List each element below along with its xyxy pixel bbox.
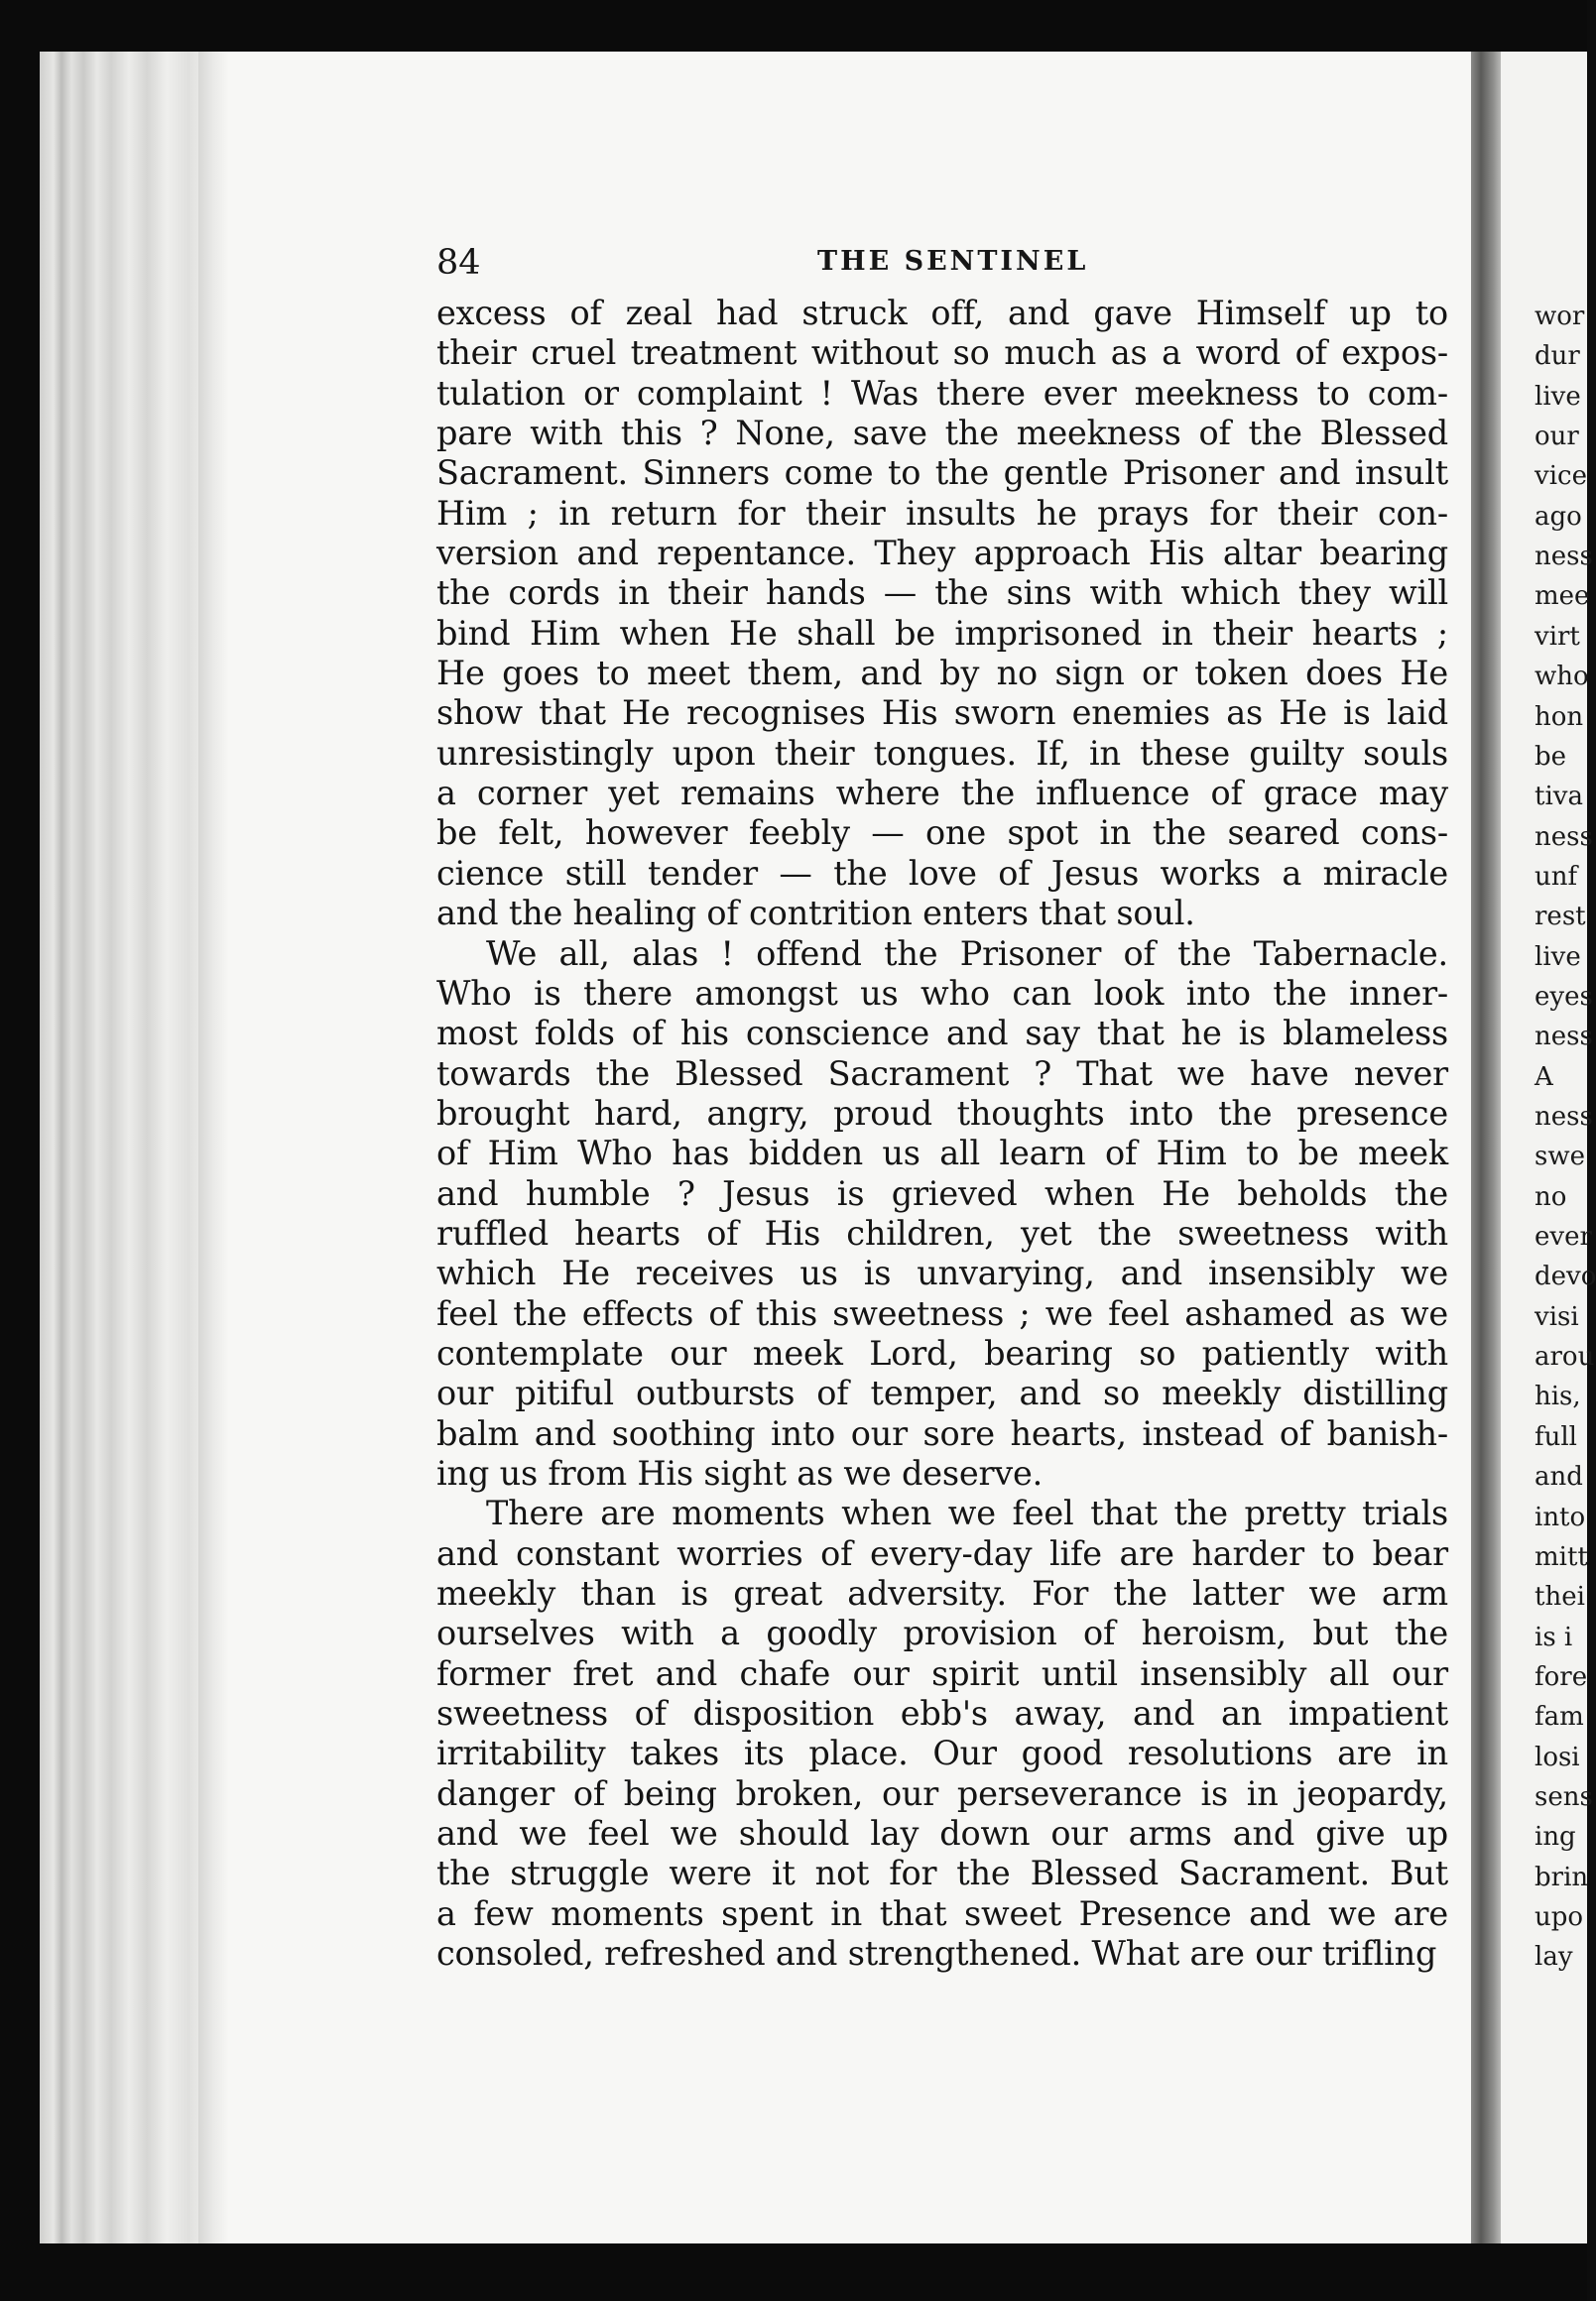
text-line: cience still tender — the love of Jesus works a miracle (436, 853, 1448, 893)
text-line: contemplate our meek Lord, bearing so patiently with (436, 1333, 1448, 1373)
text-line: There are moments when we feel that the pretty trials (486, 1494, 1448, 1533)
facing-page-fragment: ness (1535, 1022, 1593, 1052)
facing-page-fragment: virt (1535, 621, 1580, 652)
page-number: 84 (436, 243, 481, 283)
facing-page-fragment: no (1535, 1181, 1567, 1212)
text-line: most folds of his conscience and say that he is blameless (436, 1014, 1448, 1053)
facing-page-fragment: visi (1535, 1301, 1579, 1332)
text-line: Sacrament. Sinners come to the gentle Prisoner and insult (436, 453, 1448, 493)
facing-page-fragment: live (1535, 941, 1581, 972)
facing-page-fragment: hon (1535, 701, 1584, 732)
book-gutter (1471, 52, 1501, 2243)
scan-bottom-border (0, 2243, 1587, 2301)
facing-page-fragment: upo (1535, 1902, 1584, 1932)
facing-page-fragment: mee (1535, 581, 1590, 612)
text-line: bind Him when He shall be imprisoned in their hearts ; (436, 613, 1448, 653)
text-line: the cords in their hands — the sins with which they will (436, 573, 1448, 613)
text-line: ourselves with a goodly provision of heroism, but the (436, 1614, 1448, 1653)
facing-page-fragment: devo (1535, 1262, 1596, 1292)
facing-page-fragment: lay (1535, 1942, 1573, 1973)
facing-page-fragment: wor (1535, 302, 1585, 331)
text-line: pare with this ? None, save the meekness of the Blessed (436, 414, 1448, 453)
text-line: version and repentance. They approach His altar bearing (436, 534, 1448, 573)
facing-page-fragment: losi (1535, 1742, 1580, 1772)
facing-page-fragment: brin (1535, 1862, 1589, 1892)
facing-page-fragment: full (1535, 1421, 1577, 1452)
text-line: ruffled hearts of His children, yet the sweetness with (436, 1213, 1448, 1253)
text-line: tulation or complaint ! Was there ever meekness to com- (436, 373, 1448, 413)
text-line: towards the Blessed Sacrament ? That we have never (436, 1053, 1448, 1093)
facing-page-fragment: eyes (1535, 981, 1593, 1012)
text-line: unresistingly upon their tongues. If, in these guilty souls (436, 733, 1448, 773)
text-line: meekly than is great adversity. For the latter we arm (436, 1574, 1448, 1613)
facing-page-fragment: ago (1535, 501, 1582, 532)
text-line: of Him Who has bidden us all learn of Him to be meek (436, 1134, 1448, 1173)
text-line: Him ; in return for their insults he prays for their con- (436, 493, 1448, 533)
text-line: We all, alas ! offend the Prisoner of the Tabernacle. (486, 933, 1448, 973)
text-line: and the healing of contrition enters that soul. (436, 894, 1195, 933)
text-line: and humble ? Jesus is grieved when He beholds the (436, 1173, 1448, 1213)
text-line: excess of zeal had struck off, and gave Himself up to (436, 294, 1448, 332)
facing-page-fragment: sens (1535, 1781, 1593, 1812)
facing-page-fragment: ness (1535, 1102, 1593, 1132)
facing-page-fragment: dur (1535, 341, 1580, 372)
facing-page-fragment: arou (1535, 1342, 1595, 1373)
facing-page-fragment: vice (1535, 461, 1587, 492)
facing-page-fragment: ever (1535, 1222, 1592, 1253)
paragraph (436, 934, 1448, 1495)
text-line: a few moments spent in that sweet Presence and we are (436, 1893, 1448, 1933)
facing-page-fragment: thei (1535, 1582, 1585, 1613)
facing-page-fragment: mitt (1535, 1541, 1588, 1572)
text-line: and constant worries of every-day life are harder to bear (436, 1533, 1448, 1573)
running-title: THE SENTINEL (817, 246, 1089, 277)
text-line: ing us from His sight as we deserve. (436, 1453, 1044, 1493)
facing-page-fragment: and (1535, 1462, 1583, 1493)
text-line: brought hard, angry, proud thoughts into the presence (436, 1093, 1448, 1133)
facing-page-fragment: his, (1535, 1382, 1581, 1412)
facing-page-fragment: is i (1535, 1622, 1573, 1652)
facing-page-fragment: fore (1535, 1661, 1588, 1692)
paragraph (436, 1494, 1448, 1974)
facing-page-fragment: tiva (1535, 782, 1583, 812)
facing-page-fragment: ness (1535, 542, 1593, 572)
facing-page-fragment: rest (1535, 902, 1586, 932)
facing-page-fragment: fam (1535, 1702, 1584, 1733)
text-line: danger of being broken, our perseverance is in jeopardy, (436, 1773, 1448, 1813)
text-line: which He receives us is unvarying, and insensibly we (436, 1254, 1448, 1293)
facing-page-fragment: live (1535, 381, 1581, 412)
facing-page-fragment: ing (1535, 1822, 1576, 1853)
text-line: He goes to meet them, and by no sign or token does He (436, 654, 1448, 693)
facing-page-fragment: be (1535, 741, 1567, 772)
text-line: the struggle were it not for the Blessed Sacrament. But (436, 1854, 1448, 1893)
text-line: feel the effects of this sweetness ; we feel ashamed as we (436, 1293, 1448, 1333)
facing-page-fragment: into (1535, 1502, 1586, 1532)
text-line: their cruel treatment without so much as a word of expos- (436, 333, 1448, 373)
text-line: sweetness of disposition ebb's away, and an impatient (436, 1694, 1448, 1734)
text-line: balm and soothing into our sore hearts, instead of banish- (436, 1413, 1448, 1453)
facing-page-fragment: our (1535, 422, 1579, 452)
text-line: be felt, however feebly — one spot in the seared cons- (436, 813, 1448, 853)
facing-page-fragment: A (1535, 1061, 1553, 1092)
text-line: and we feel we should lay down our arms and give up (436, 1814, 1448, 1854)
facing-page-fragment: unf (1535, 861, 1578, 892)
text-line: show that He recognises His sworn enemies as He is laid (436, 693, 1448, 733)
text-line: Who is there amongst us who can look into the inner- (436, 973, 1448, 1013)
facing-page-edge (1501, 52, 1596, 2243)
text-line: former fret and chafe our spirit until insensibly all our (436, 1653, 1448, 1693)
facing-page-fragment: ness (1535, 821, 1593, 852)
facing-page-fragment: who (1535, 662, 1589, 692)
text-line: consoled, refreshed and strengthened. What are our trifling (436, 1934, 1437, 1974)
text-line: our pitiful outbursts of temper, and so meekly distilling (436, 1374, 1448, 1413)
text-line: irritability takes its place. Our good resolutions are in (436, 1734, 1448, 1773)
page-edge-shadow (198, 52, 228, 2243)
facing-page-fragment: swe (1535, 1142, 1585, 1172)
body-text (436, 294, 1448, 1974)
paragraph (436, 294, 1448, 934)
text-line: a corner yet remains where the influence of grace may (436, 774, 1448, 813)
